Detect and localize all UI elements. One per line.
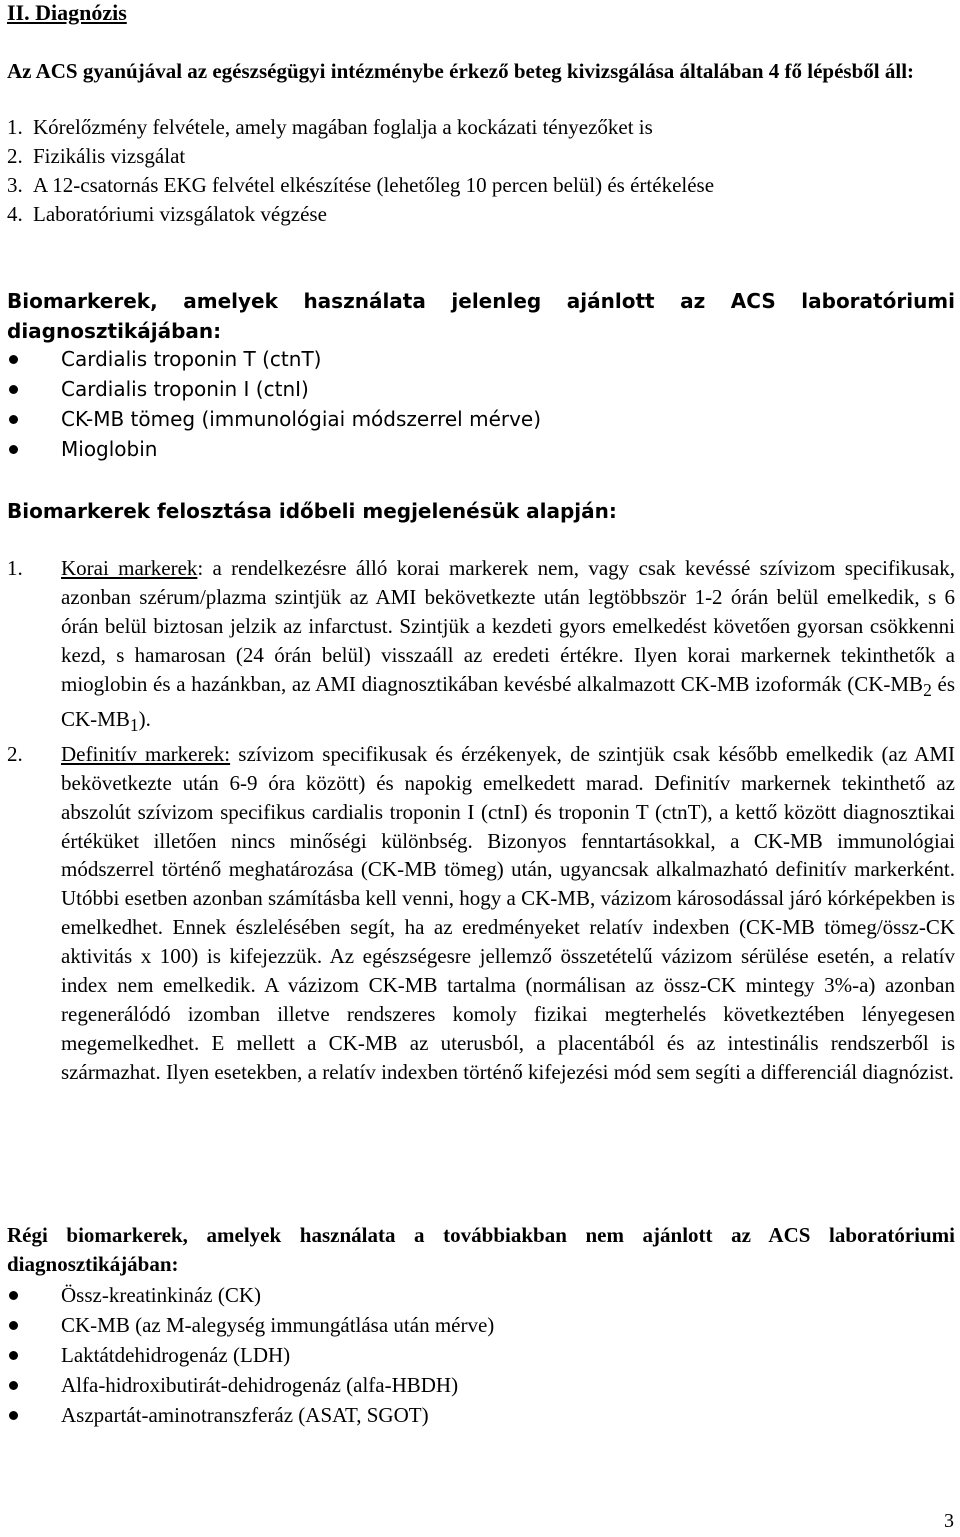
list-number: 1. <box>7 556 23 580</box>
classification-title: Biomarkerek felosztása időbeli megjelenésük alapján: <box>7 499 617 523</box>
bullet-icon <box>9 1291 18 1300</box>
recommended-title: Biomarkerek, amelyek használata jelenleg ajánlott az ACS laboratóriumi diagnosztikájában: <box>7 289 955 343</box>
intro-steps-list <box>7 113 714 229</box>
list-item <box>7 171 714 200</box>
list-item <box>7 1340 494 1370</box>
recommended-biomarkers-list <box>7 344 541 464</box>
list-item <box>7 1370 494 1400</box>
list-text: Cardialis troponin I (ctnI) <box>61 377 309 401</box>
list-text: A 12-csatornás EKG felvétel elkészítése (lehetőleg 10 percen belül) és értékelése <box>33 173 715 197</box>
list-text: CK-MB tömeg (immunológiai módszerrel mérve) <box>61 407 542 431</box>
list-item <box>7 113 714 142</box>
list-item <box>7 434 541 464</box>
bullet-icon <box>9 1411 18 1420</box>
list-text: Laboratóriumi vizsgálatok végzése <box>33 202 327 226</box>
legacy-title: Régi biomarkerek, amelyek használata a továbbiakban nem ajánlott az ACS laboratóriumi diagnosztikájában: <box>7 1223 955 1276</box>
list-number: 1. <box>7 115 23 139</box>
list-item <box>7 142 714 171</box>
bullet-icon <box>9 1321 18 1330</box>
list-text: Cardialis troponin T (ctnT) <box>61 347 322 371</box>
intro-title: Az ACS gyanújával az egészségügyi intézménybe érkező beteg kivizsgálása általában 4 fő lépésből áll: <box>7 59 915 83</box>
list-text: Kórelőzmény felvétele, amely magában foglalja a kockázati tényezőket is <box>33 115 653 139</box>
bullet-icon <box>9 355 18 364</box>
list-number: 4. <box>7 202 23 226</box>
bullet-icon <box>9 415 18 424</box>
bullet-icon <box>9 385 18 394</box>
list-item <box>7 374 541 404</box>
list-text: Mioglobin <box>61 437 158 461</box>
list-text: Fizikális vizsgálat <box>33 144 186 168</box>
list-item <box>7 344 541 374</box>
list-number: 3. <box>7 173 23 197</box>
section-heading: II. Diagnózis <box>7 0 127 25</box>
marker-description: Korai markerek: a rendelkezésre álló korai markerek nem, vagy csak kevéssé szívizom specifikusak, azonban szérum/plazma szintjük az AMI bekövetkezte után legtöbbször 1-2 órán belül emelkedik, s 6 órán belül biztosan jelzik az infarctust. Szintjük a kezdeti gyors emelkedést követően gyorsan csökkenni kezd, s hamarosan (24 órán belül) visszaáll az eredeti értékre. Ilyen korai markernek tekinthetők a mioglobin és a hazánkban, az AMI diagnosztikában kevésbé alkalmazott CK-MB izoformák ($CK-MB_2$ és $CK-MB_1$). <box>61 556 955 735</box>
list-item <box>7 404 541 434</box>
list-text: Össz-kreatinkináz (CK) <box>61 1282 262 1307</box>
page-number: 3 <box>944 1510 954 1532</box>
marker-classification-list <box>7 554 955 1087</box>
list-text: CK-MB (az M-alegység immungátlása után mérve) <box>61 1312 495 1337</box>
list-number: 2. <box>7 144 23 168</box>
list-item <box>7 1280 494 1310</box>
bullet-icon <box>9 1381 18 1390</box>
list-number: 2. <box>7 741 23 766</box>
list-item <box>7 1400 494 1430</box>
list-item <box>7 740 955 1087</box>
list-text: Laktátdehidrogenáz (LDH) <box>61 1342 291 1367</box>
list-item <box>7 1310 494 1340</box>
legacy-biomarkers-list <box>7 1280 494 1430</box>
list-text: Alfa-hidroxibutirát-dehidrogenáz (alfa-HBDH) <box>61 1372 459 1397</box>
bullet-icon <box>9 445 18 454</box>
marker-description: Definitív markerek: szívizom specifikusak és érzékenyek, de szintjük csak később emelkedik (az AMI bekövetkezte után 6-9 óra között) és napokig emelkedett marad. Definitív markernek tekinthető az abszolút szívizom specifikus cardialis troponin I (ctnI) és troponin T (ctnT), a kettő között diagnosztikai értéküket illetően nincs minőségi különbség. Bizonyos fenntartásokkal, a CK-MB immunológiai módszerrel történő meghatározása (CK-MB tömeg) után, ugyancsak alkalmazható definitív markerként. Utóbbi esetben azonban számításba kell venni, hogy a CK-MB, vázizom károsodással járó kórképekben is emelkedhet. Ennek észlelésében segít, ha az eredményeket relatív indexben (CK-MB tömeg/össz-CK aktivitás x 100) is kifejezzük. Az egészségesre jellemző összetételű vázizom sérülése esetén, a relatív index nem emelkedik. A vázizom CK-MB tartalma (normálisan az össz-CK mintegy 3%-a) azonban regenerálódó izomban illetve rendszeres komoly fizikai megterhelés következtében lényegesen megemelkedhet. E mellett a CK-MB az uterusból, a placentából és az intestinális rendszerből is származhat. Ilyen esetekben, a relatív indexben történő kifejezési mód sem segíti a differenciál diagnózist. <box>61 741 956 1084</box>
list-text: Aszpartát-aminotranszferáz (ASAT, SGOT) <box>61 1402 429 1427</box>
list-item <box>7 200 714 229</box>
marker-term: Definitív markerek: <box>61 741 231 766</box>
bullet-icon <box>9 1351 18 1360</box>
list-item <box>7 554 955 740</box>
marker-term: Korai markerek <box>61 556 198 580</box>
